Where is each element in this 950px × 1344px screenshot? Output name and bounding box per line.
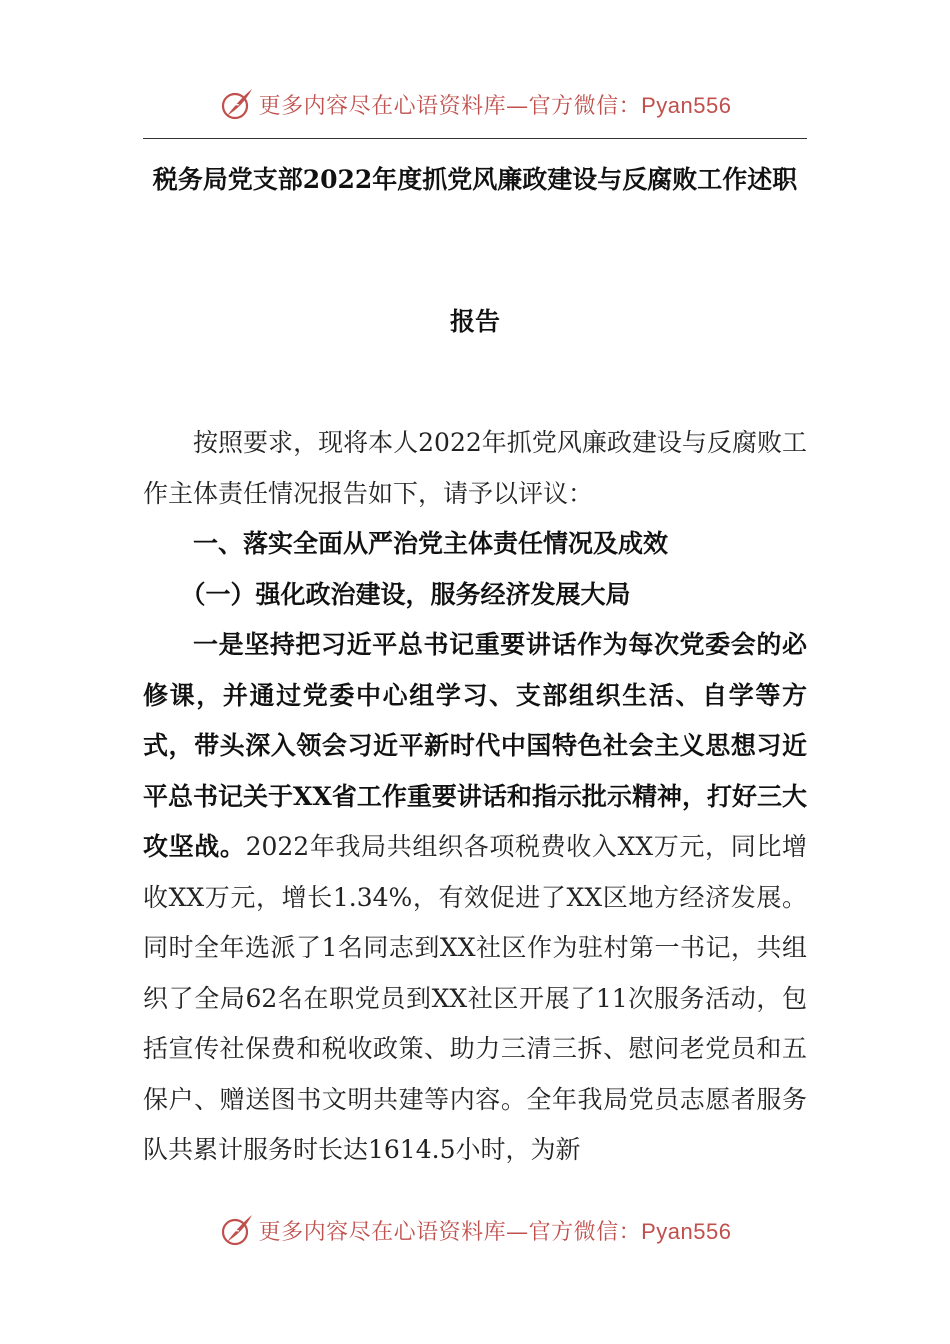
watermark-footer — [0, 1210, 950, 1250]
paragraph-text: 2022年我局共组织各项税费收入XX万元，同比增收XX万元，增长1.34%，有效促进了XX区地方经济发展。同时全年选派了1名同志到XX社区作为驻村第一书记，共组织了全局62名在职党员到XX社区开展了11次服务活动，包括宣传社保费和税收政策、助力三清三拆、慰问老党员和五保户、赠送图书文明共建等内容。全年我局党员志愿者服务队共累计服务时长达1614.5小时，为新 — [143, 832, 807, 1164]
quill-logo-icon — [219, 1212, 255, 1248]
header-rule — [143, 138, 807, 139]
paragraph-lead-bold: 一是坚持把习近平总书记重要讲话作为每次党委会的必修课，并通过党委中心组学习、支部组织生活、自学等方式，带头深入领会习近平新时代中国特色社会主义思想习近平总书记关于XX省工作重要讲话和指示批示精神，打好三大攻坚战。 — [143, 630, 807, 861]
document-title-line2: 报告 — [449, 307, 500, 336]
watermark-header — [0, 84, 950, 124]
section-heading: 一、落实全面从严治党主体责任情况及成效 — [193, 529, 669, 558]
subsection-heading: （一）强化政治建设，服务经济发展大局 — [180, 579, 631, 609]
document-body — [143, 418, 807, 1176]
watermark-text: 更多内容尽在心语资料库—官方微信：Pyan556 — [258, 1218, 732, 1245]
watermark-text: 更多内容尽在心语资料库—官方微信：Pyan556 — [258, 92, 732, 119]
document-title: 税务局党支部2022年度抓党风廉政建设与反腐败工作述职 — [152, 165, 798, 194]
quill-logo-icon — [219, 86, 255, 122]
body-paragraph — [143, 620, 807, 1176]
intro-paragraph: 按照要求，现将本人2022年抓党风廉政建设与反腐败工作主体责任情况报告如下，请予以评议： — [143, 428, 807, 508]
